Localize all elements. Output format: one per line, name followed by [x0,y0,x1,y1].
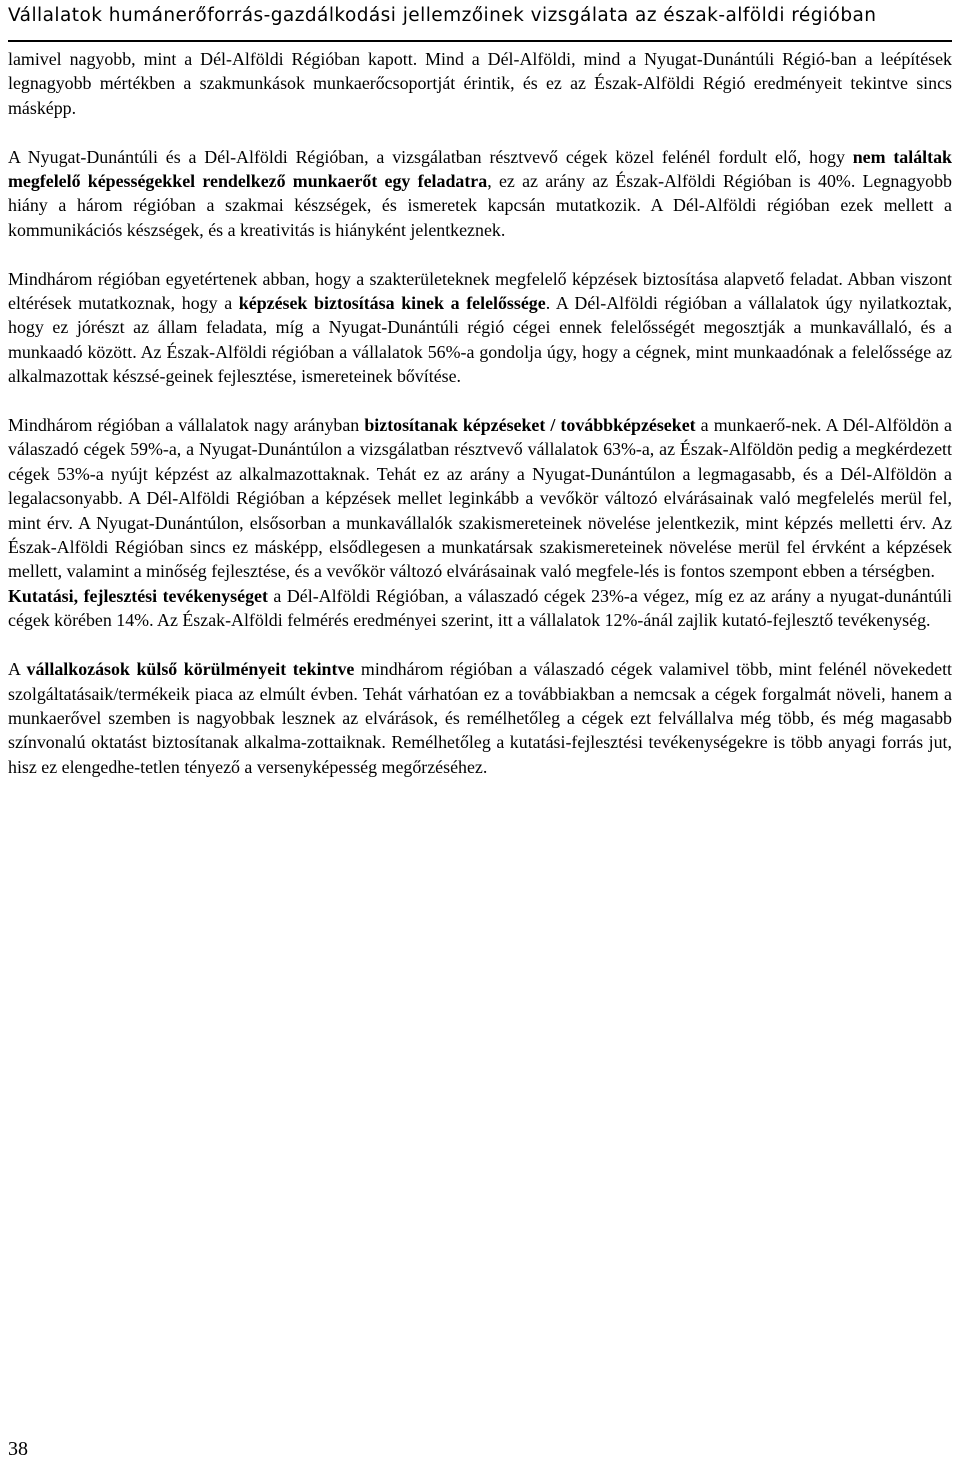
paragraph-text: , ez az arány az Észak-Alföldi Régióban is 40%. Legnagyobb hiány a három régióban a szakmai készségek, és ismeretek kapcsán mutatkozik. A Dél-Alföldi régióban ezek mellett a kommunikációs készségek, és a kreativitás is hiányként jelentkeznek. [8,171,952,240]
paragraph-text: Mindhárom régióban a vállalatok nagy arányban [8,415,365,436]
header-title: Vállalatok humánerőforrás-gazdálkodási jellemzőinek vizsgálata az észak-alföldi régióban [8,5,877,26]
paragraph-text: a Dél-Alföldi Régióban, a válaszadó cégek 23%-a végez, míg ez az arány a nyugat-dunántúli cégek körében 14%. Az Észak-Alföldi felmérés eredményei szerint, itt a vállalatok 12%-ánál zajlik kutató-fejlesztő tevékenység. [8,585,953,631]
paragraph-emphasis: biztosítanak képzéseket / továbbképzéseket [364,415,696,436]
paragraph-text: . A Dél-Alföldi régióban a vállalatok úgy nyilatkoztak, hogy ez jórészt az állam feladata, míg a Nyugat-Dunántúli régió cégei ennek felelősségét megosztják a munkavállaló, és a munkaadó között. Az Észak-Alföldi régióban a vállalatok 56%-a gondolja úgy, hogy a cégnek, mint munkaadónak a felelőssége az alkalmazottak készsé-geinek fejlesztése, ismereteinek bővítése. [8,293,952,387]
paragraph-emphasis: képzések biztosítása kinek a felelőssége [238,293,546,314]
paragraph-emphasis: vállalkozások külső körülményeit tekintve [26,659,355,680]
body-text [8,47,952,804]
paragraph-text: a munkaerő-nek. A Dél-Alföldön a válaszadó cégek 59%-a, a Nyugat-Dunántúlon a vizsgálatban résztvevő vállalatok 63%-a, az Észak-Alföldön pedig a megkérdezett cégek 53%-a nyújt képzést az alkalmazottaknak. Tehát ez az arány a Nyugat-Dunántúlon a legmagasabb, és a Dél-Alföldön a legalacsonyabb. A Dél-Alföldi Régióban a képzések mellet leginkább a vevőkör változó elvárásainak való megfelelés merül fel, mint érv. A Nyugat-Dunántúlon, elsősorban a munkavállalók szakismereteinek növelése jelentkezik, mint képzés melletti érv. Az Észak-Alföldi Régióban sincs ez másképp, elsődlegesen a munkatársak szakismereteinek növelése merül fel érvként a képzések mellett, valamint a minőség fejlesztése, és a vevőkör változó elvárásainak való megfele-lés is fontos szempont ebben a térségben. [8,415,952,582]
paragraph-text: A Nyugat-Dunántúli és a Dél-Alföldi Régióban, a vizsgálatban résztvevő cégek közel felénél fordult elő, hogy [8,146,853,167]
paragraph-text: mindhárom régióban a válaszadó cégek valamivel több, mint felénél növekedett szolgáltatásaik/termékeik piaca az elmúlt évben. Tehát várhatóan ez a továbbiakban a nemcsak a cégek forgalmát növeli, hanem a munkaerővel szemben is nagyobbak lesznek az elvárások, és remélhetőleg a cégek ezt felvállalva még több, és még magasabb színvonalú oktatást biztosítanak alkalma-zottaiknak. Remélhetőleg a kutatási-fejlesztési tevékenységekre is több anyagi forrás jut, hisz ez elengedhe-tetlen tényező a versenyképesség megőrzéséhez. [8,659,953,777]
paragraph-5 [8,584,952,633]
paragraph-1 [8,47,952,120]
paragraph-3 [8,267,952,389]
paragraph-emphasis: nem találtak megfelelő képességekkel rendelkező munkaerőt egy feladatra [8,146,952,192]
paragraph-6 [8,657,952,779]
paragraph-text: Mindhárom régióban egyetértenek abban, hogy a szakterületeknek megfelelő képzések biztosítása alapvető feladat. Abban viszont eltérések mutatkoznak, hogy a [8,268,952,314]
paragraph-text: A [8,659,27,680]
running-header [8,0,952,42]
paragraph-2 [8,145,952,243]
paragraph-4 [8,413,952,584]
paragraph-emphasis: Kutatási, fejlesztési tevékenységet [8,585,268,606]
page-number: 38 [8,1438,28,1460]
paragraph-text: lamivel nagyobb, mint a Dél-Alföldi Régióban kapott. Mind a Dél-Alföldi, mind a Nyugat-Dunántúli Régió-ban a leépítések legnagyobb mértékben a szakmunkások munkaerőcsoportját érintik, és ez az Észak-Alföldi Régió eredményeit tekintve sincs másképp. [8,49,952,118]
